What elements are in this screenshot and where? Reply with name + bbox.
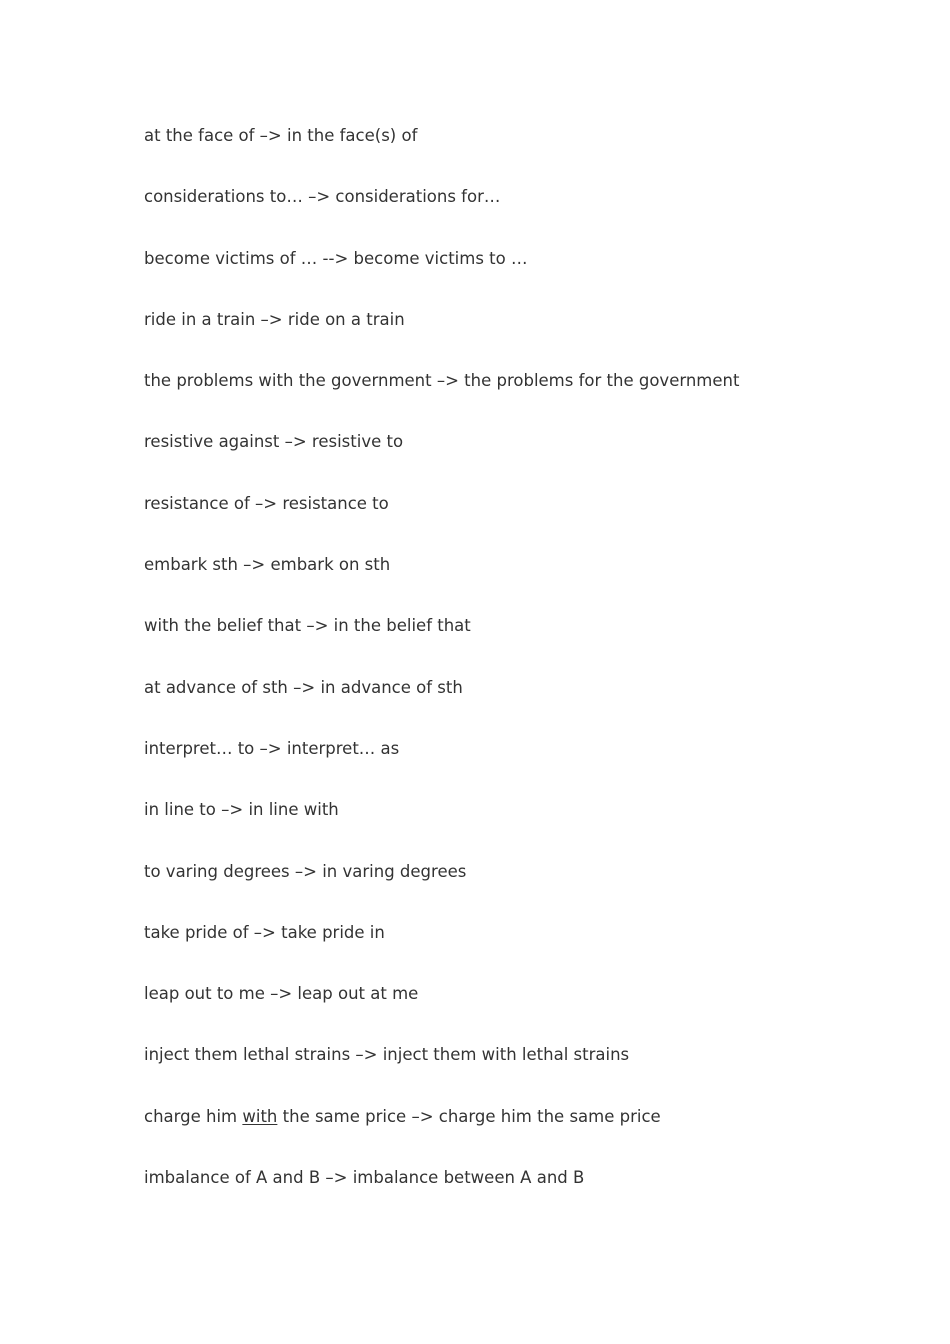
correction-line: inject them lethal strains –> inject them with lethal strains: [144, 1045, 630, 1065]
correction-line: interpret… to –> interpret… as: [144, 738, 400, 758]
correction-line: to varing degrees –> in varing degrees: [144, 861, 467, 881]
correction-line: embark sth –> embark on sth: [144, 555, 391, 575]
correction-line: leap out to me –> leap out at me: [144, 984, 419, 1004]
correction-line: at advance of sth –> in advance of sth: [144, 677, 463, 697]
correction-line-underlined: [144, 1106, 884, 1167]
correction-line: resistance of –> resistance to: [144, 493, 389, 513]
correction-line: with the belief that –> in the belief that: [144, 616, 471, 636]
correction-line: resistive against –> resistive to: [144, 432, 404, 452]
correction-line: become victims of … --> become victims to …: [144, 248, 528, 268]
correction-line: take pride of –> take pride in: [144, 922, 385, 942]
correction-line: considerations to… –> considerations for…: [144, 187, 501, 207]
correction-line: the problems with the government –> the problems for the government: [144, 371, 740, 391]
correction-line: at the face of –> in the face(s) of: [144, 126, 418, 145]
text-before: charge him: [144, 1106, 243, 1126]
correction-line: in line to –> in line with: [144, 800, 339, 820]
correction-list: [144, 125, 884, 1228]
text-after: the same price –> charge him the same price: [277, 1106, 661, 1126]
correction-line: imbalance of A and B –> imbalance between A and B: [144, 1168, 585, 1188]
correction-line: ride in a train –> ride on a train: [144, 309, 405, 329]
underlined-word: with: [242, 1106, 278, 1126]
